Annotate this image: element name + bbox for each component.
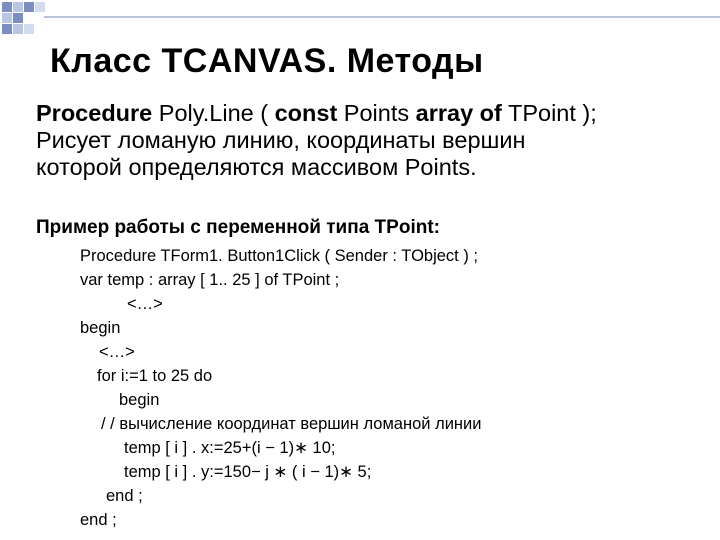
kw-procedure: Procedure <box>36 100 153 126</box>
code-line: temp [ i ] . x:=25+(i − 1)∗ 10; <box>124 439 336 457</box>
slide-title: Класс TCANVAS. Методы <box>50 42 484 80</box>
method-signature <box>36 100 716 127</box>
deco-square-7 <box>13 24 23 34</box>
code-line: begin <box>119 391 160 409</box>
code-line: <…> <box>99 343 135 361</box>
deco-square-5 <box>13 13 23 23</box>
code-line: var temp : array [ 1.. 25 ] of TPoint ; <box>80 271 340 289</box>
kw-array-of: array of <box>415 100 502 126</box>
description-line-2: которой определяются массивом Points. <box>36 154 477 180</box>
code-line: temp [ i ] . y:=150− j ∗ ( i − 1)∗ 5; <box>124 463 372 481</box>
deco-square-6 <box>2 24 12 34</box>
code-line: Procedure TForm1. Button1Click ( Sender : TObject ) ; <box>80 247 478 265</box>
code-line: / / вычисление координат вершин ломаной линии <box>101 415 482 433</box>
description-line-1: Рисует ломаную линию, координаты вершин <box>36 127 526 153</box>
method-description <box>36 100 716 181</box>
sig-points: Points <box>337 100 416 126</box>
code-line: end ; <box>80 511 117 529</box>
code-line: for i:=1 to 25 do <box>97 367 213 385</box>
kw-const: const <box>274 100 338 126</box>
deco-square-1 <box>2 2 12 12</box>
code-line: begin <box>80 319 121 337</box>
deco-square-3 <box>24 2 34 12</box>
example-heading: Пример работы с переменной типа TPoint: <box>36 217 440 238</box>
code-line: end ; <box>106 487 143 505</box>
deco-square-2 <box>13 2 23 12</box>
sig-tail: TPoint ); <box>501 100 597 126</box>
deco-square-8 <box>24 24 34 34</box>
code-line: <…> <box>127 295 163 313</box>
deco-square-4 <box>2 13 12 23</box>
sig-name: Poly.Line ( <box>152 100 275 126</box>
deco-square-9 <box>35 2 45 12</box>
